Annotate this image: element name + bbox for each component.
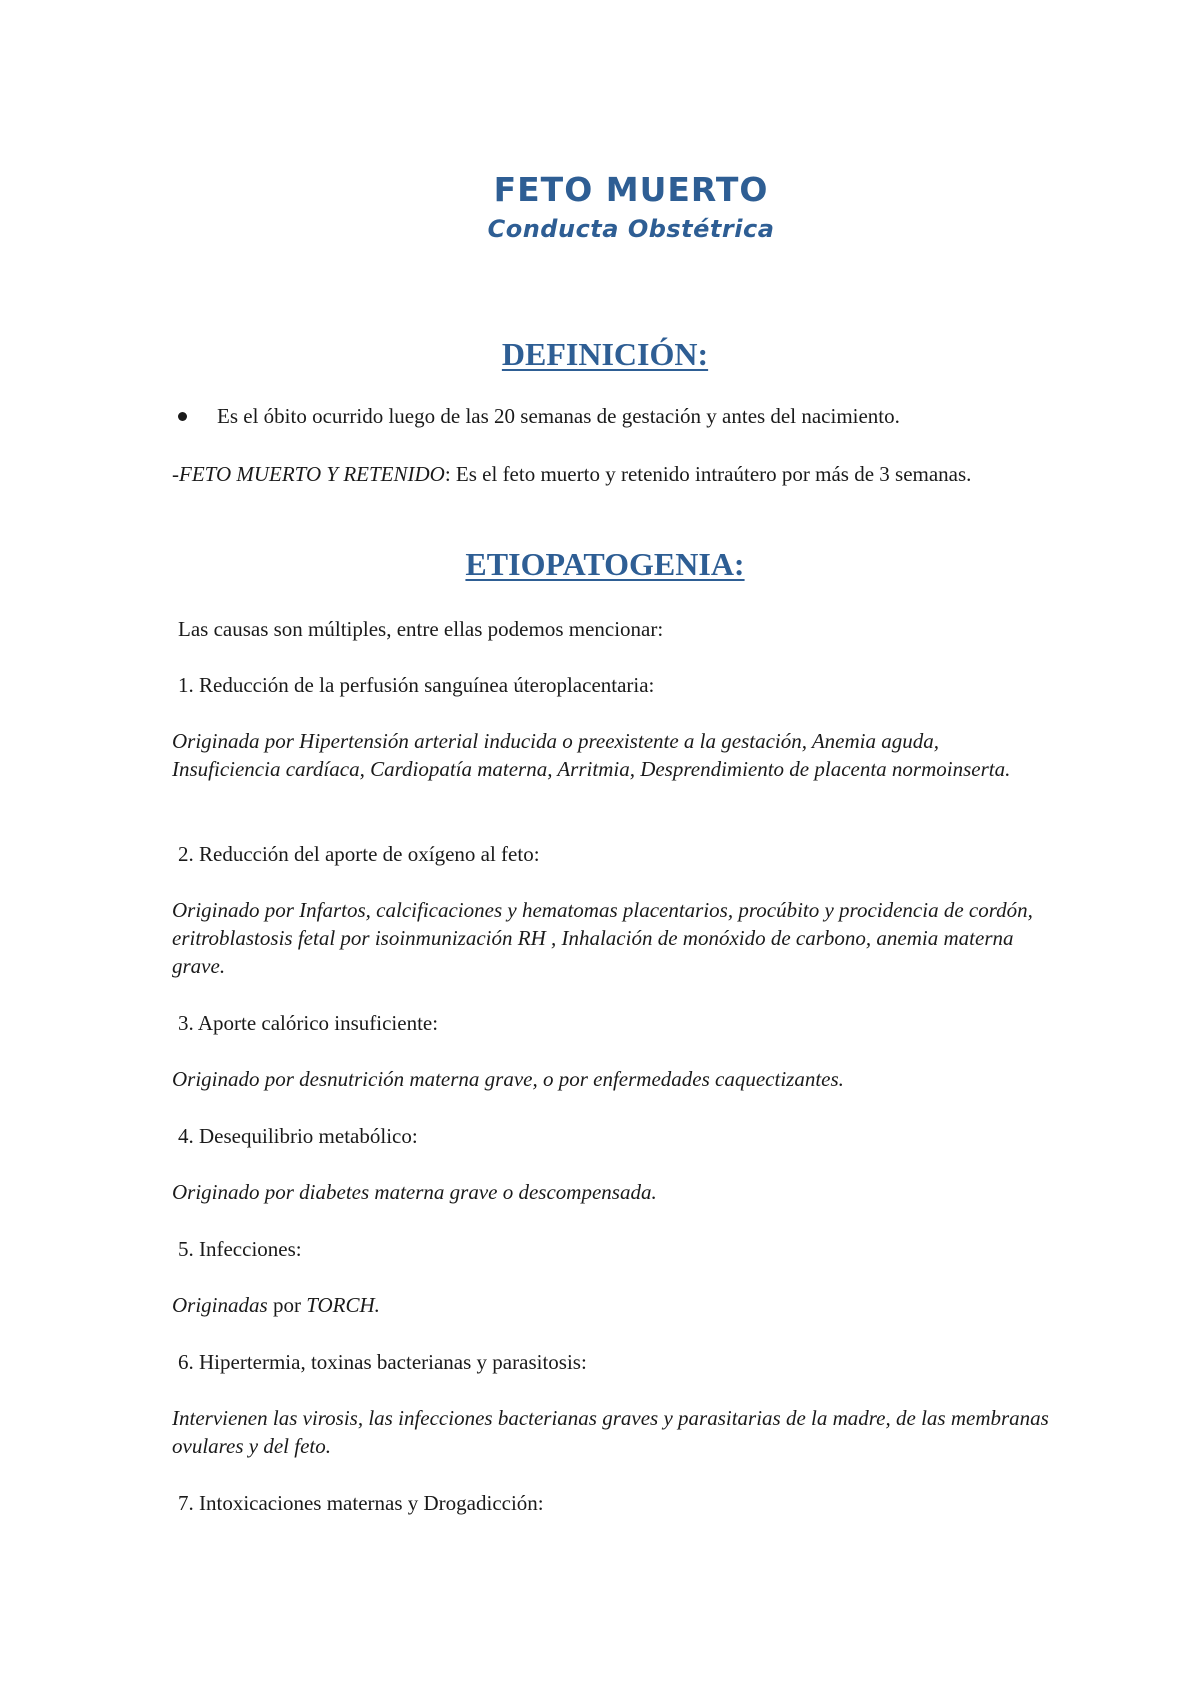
retenido-text: : Es el feto muerto y retenido intraútero por más de 3 semanas. — [444, 462, 972, 486]
etiopatogenia-intro: Las causas son múltiples, entre ellas podemos mencionar: — [178, 617, 664, 641]
definition-bullet-text: Es el óbito ocurrido luego de las 20 semanas de gestación y antes del nacimiento. — [217, 404, 900, 428]
cause-desc-5-c: TORCH. — [306, 1293, 380, 1317]
bullet-dot-icon — [178, 412, 187, 421]
cause-desc-5-b: por — [267, 1293, 307, 1317]
cause-desc-5-a: Originadas — [172, 1293, 268, 1317]
retenido-prefix: - — [172, 462, 179, 486]
retenido-definition — [172, 460, 1052, 488]
cause-desc-5 — [172, 1291, 1052, 1319]
heading-etiopatogenia: ETIOPATOGENIA: — [465, 546, 745, 582]
document-title: FETO MUERTO — [493, 170, 769, 209]
document-subtitle: Conducta Obstétrica — [487, 215, 775, 243]
cause-label-5: 5. Infecciones: — [178, 1237, 302, 1261]
cause-desc-1: Originada por Hipertensión arterial inducida o preexistente a la gestación, Anemia aguda, Insuficiencia cardíaca, Cardiopatía materna, Arritmia, Desprendimiento de placenta normoinserta. — [172, 729, 1011, 781]
cause-desc-6: Intervienen las virosis, las infecciones bacterianas graves y parasitarias de la madre, de las membranas ovulares y del feto. — [172, 1406, 1049, 1458]
cause-label-2: 2. Reducción del aporte de oxígeno al feto: — [178, 842, 540, 866]
heading-definicion: DEFINICIÓN: — [501, 336, 709, 372]
cause-label-3: 3. Aporte calórico insuficiente: — [178, 1011, 439, 1035]
cause-label-1: 1. Reducción de la perfusión sanguínea úteroplacentaria: — [178, 673, 655, 697]
cause-label-6: 6. Hipertermia, toxinas bacterianas y parasitosis: — [178, 1350, 587, 1374]
cause-label-4: 4. Desequilibrio metabólico: — [178, 1124, 418, 1148]
retenido-term: FETO MUERTO Y RETENIDO — [179, 462, 445, 486]
cause-desc-2: Originado por Infartos, calcificaciones y hematomas placentarios, procúbito y procidencia de cordón, eritroblastosis fetal por isoinmunización RH , Inhalación de monóxido de carbono, anemia materna grave. — [172, 898, 1033, 978]
cause-desc-3: Originado por desnutrición materna grave, o por enfermedades caquectizantes. — [172, 1067, 844, 1091]
cause-label-7: 7. Intoxicaciones maternas y Drogadicción: — [178, 1491, 544, 1515]
cause-desc-4: Originado por diabetes materna grave o descompensada. — [172, 1180, 657, 1204]
